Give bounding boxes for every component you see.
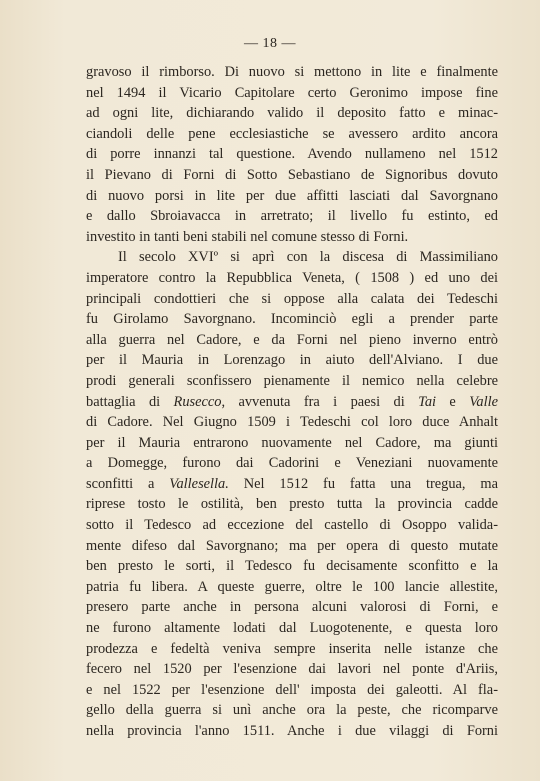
text-segment: e dallo Sbroiavacca in arretrato; il livello fu estinto, ed bbox=[86, 208, 498, 225]
text-line bbox=[86, 186, 498, 207]
text-segment: nella provincia l'anno 1511. Anche i due vilaggi di Forni bbox=[86, 723, 498, 739]
text-line bbox=[86, 268, 498, 289]
text-line bbox=[86, 124, 498, 145]
text-line bbox=[86, 536, 498, 557]
text-line bbox=[86, 639, 498, 660]
text-line bbox=[86, 700, 498, 721]
text-line bbox=[86, 165, 498, 186]
text-line bbox=[86, 412, 498, 433]
text-segment: e nel 1522 per l'esenzione dell' imposta dei galeotti. Al fla- bbox=[86, 681, 498, 698]
text-segment: gravoso il rimborso. Di nuovo si mettono in lite e finalmente bbox=[86, 64, 498, 80]
text-line bbox=[86, 62, 498, 83]
text-segment: gello della guerra si unì anche ora la peste, che ricomparve bbox=[86, 702, 498, 719]
text-line bbox=[86, 371, 498, 392]
text-segment: di Cadore. Nel Giugno 1509 i Tedeschi col loro duce Anhalt bbox=[86, 414, 498, 431]
text-segment: Il secolo XVIº si aprì con la discesa di Massimiliano bbox=[118, 249, 498, 266]
text-segment: principali condottieri che si oppose alla calata dei Tedeschi bbox=[86, 290, 498, 307]
text-segment: di nuovo porsi in lite per due affitti lasciati dal Savorgnano bbox=[86, 187, 498, 204]
italic-place-name: Tai bbox=[418, 393, 437, 410]
text-segment: ben presto le sorti, il Tedesco fu decisamente sconfitto e la bbox=[86, 558, 498, 575]
text-segment: per il Mauria entrarono nuovamente nel Cadore, ma giunti bbox=[86, 434, 498, 451]
text-segment: fecero nel 1520 per l'esenzione dai lavori nel ponte d'Ariis, bbox=[86, 661, 498, 678]
text-segment: nel 1494 il Vicario Capitolare certo Geronimo impose fine bbox=[86, 84, 498, 101]
text-line bbox=[86, 618, 498, 639]
text-segment: prodi generali sconfissero pienamente il nemico nella celebre bbox=[86, 372, 498, 389]
text-line bbox=[86, 659, 498, 680]
text-segment: sconfitti a bbox=[86, 475, 170, 492]
text-line bbox=[86, 433, 498, 454]
text-line bbox=[86, 577, 498, 598]
text-line bbox=[86, 350, 498, 371]
text-line bbox=[86, 144, 498, 165]
text-segment: il Pievano di Forni di Sotto Sebastiano de Signoribus dovuto bbox=[86, 166, 498, 183]
text-segment: battaglia di bbox=[86, 393, 174, 410]
italic-place-name: Rusecco bbox=[173, 393, 222, 410]
text-segment: imperatore contro la Repubblica Veneta, ( 1508 ) ed uno dei bbox=[86, 269, 498, 286]
text-segment: , avvenuta fra i paesi di bbox=[221, 393, 419, 410]
text-line bbox=[86, 474, 498, 495]
text-segment: e bbox=[436, 393, 470, 410]
text-segment: investito in tanti beni stabili nel comune stesso di Forni. bbox=[86, 228, 409, 245]
text-segment: ad ogni lite, dichiarando valido il deposito fatto e minac- bbox=[86, 105, 498, 122]
text-line bbox=[86, 206, 498, 227]
text-segment: Nel 1512 fu fatta una tregua, ma bbox=[228, 475, 498, 492]
text-line bbox=[86, 247, 498, 268]
text-segment: riprese tosto le ostilità, ben presto tutta la provincia cadde bbox=[86, 496, 498, 513]
text-segment: prodezza e fedeltà veniva sempre inserita nelle istanze che bbox=[86, 640, 498, 657]
text-segment: ciandoli delle pene ecclesiastiche se avessero ardito ancora bbox=[86, 125, 498, 142]
text-line bbox=[86, 103, 498, 124]
text-segment: mente difeso dal Savorgnano; ma per opera di questo mutate bbox=[86, 537, 498, 554]
text-line bbox=[86, 453, 498, 474]
text-line bbox=[86, 289, 498, 310]
italic-place-name: Valle bbox=[469, 393, 498, 410]
text-line bbox=[86, 556, 498, 577]
body-text bbox=[86, 62, 498, 742]
text-line bbox=[86, 227, 498, 248]
text-segment: patria fu libera. A queste guerre, oltre le 100 lancie allestite, bbox=[86, 578, 498, 595]
text-line bbox=[86, 597, 498, 618]
text-line bbox=[86, 330, 498, 351]
text-line bbox=[86, 494, 498, 515]
text-line bbox=[86, 83, 498, 104]
text-line bbox=[86, 680, 498, 701]
text-segment: ne furono altamente lodati dal Luogotenente, e questa loro bbox=[86, 620, 498, 637]
page-number: — 18 — bbox=[244, 36, 296, 51]
text-line bbox=[86, 721, 498, 742]
text-segment: a Domegge, furono dai Cadorini e Veneziani nuovamente bbox=[86, 455, 498, 472]
text-line bbox=[86, 392, 498, 413]
text-segment: alla guerra nel Cadore, e da Forni nel pieno inverno entrò bbox=[86, 331, 498, 348]
text-segment: sotto il Tedesco ad eccezione del castello di Osoppo valida- bbox=[86, 517, 498, 534]
text-segment: fu Girolamo Savorgnano. Incominciò egli a prender parte bbox=[86, 311, 498, 328]
italic-place-name: Vallesella. bbox=[169, 475, 229, 492]
text-segment: per il Mauria in Lorenzago in aiuto dell'Alviano. I due bbox=[86, 352, 498, 369]
text-line bbox=[86, 309, 498, 330]
text-segment: di porre innanzi tal questione. Avendo nullameno nel 1512 bbox=[86, 146, 498, 163]
text-segment: presero parte anche in persona alcuni valorosi di Forni, e bbox=[86, 599, 498, 616]
text-line bbox=[86, 515, 498, 536]
